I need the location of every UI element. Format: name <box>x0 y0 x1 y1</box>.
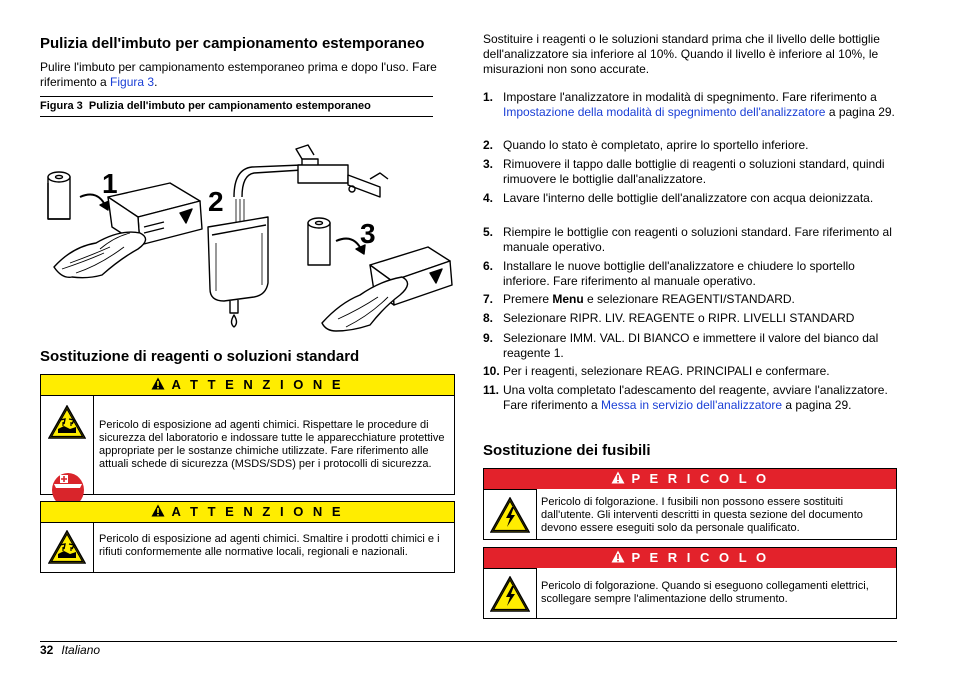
step-number: 8. <box>483 311 494 325</box>
step-text: Per i reagenti, selezionare REAG. PRINCIPALI e confermare. <box>503 364 830 378</box>
step-text: Selezionare RIPR. LIV. REAGENTE o RIPR. LIVELLI STANDARD <box>503 311 855 325</box>
caution-header <box>41 502 454 523</box>
step-number: 6. <box>483 259 494 273</box>
step-number: 1. <box>483 90 494 104</box>
step-text: Premere Menu e selezionare REAGENTI/STANDARD. <box>503 292 795 306</box>
caution-icon-column <box>41 396 94 494</box>
step-number: 7. <box>483 292 494 306</box>
caution-box-chemical-exposure <box>40 374 455 495</box>
warning-triangle-icon <box>151 377 171 392</box>
caution-box-chemical-disposal <box>40 501 455 573</box>
danger-box-fuses <box>483 468 897 540</box>
section-heading-reagents: Sostituzione di reagenti o soluzioni standard <box>40 348 360 365</box>
danger-header <box>484 469 896 489</box>
caution-icon-column <box>41 523 94 572</box>
figure-top-rule <box>40 96 433 97</box>
electrical-hazard-icon <box>490 576 530 612</box>
step-number: 5. <box>483 225 494 239</box>
figure-step-number-2: 2 <box>208 186 224 217</box>
step-number: 2. <box>483 138 494 152</box>
step-text: Selezionare IMM. VAL. DI BIANCO e immettere il valore del bianco dal reagente 1. <box>503 331 879 360</box>
chemical-hazard-icon <box>48 530 86 564</box>
step-text: Quando lo stato è completato, aprire lo sportello inferiore. <box>503 138 809 152</box>
danger-label: P E R I C O L O <box>631 550 770 565</box>
figure-caption-rule <box>40 116 433 117</box>
caution-header <box>41 375 454 396</box>
step-number: 3. <box>483 157 494 171</box>
electrical-hazard-icon <box>490 497 530 533</box>
faucet-icon <box>234 145 388 197</box>
caution-text: Pericolo di esposizione ad agenti chimici. Smaltire i prodotti chimici e i rifiuti conformemente alle normative locali, regionali e nazionali. <box>99 533 440 558</box>
paper-towel-roll-icon-3 <box>308 218 330 265</box>
figure-caption-text: Pulizia dell'imbuto per campionamento estemporaneo <box>88 100 371 112</box>
danger-label: P E R I C O L O <box>631 471 770 486</box>
step-text: Installare le nuove bottiglie dell'analizzatore e chiudere lo sportello inferiore. Fare riferimento al manuale operativo. <box>503 259 855 288</box>
funnel-bottle-icon <box>208 217 268 327</box>
caution-text: Pericolo di esposizione ad agenti chimici. Rispettare le procedure di sicurezza del laboratorio e indossare tutte le apparecchiature protettive appropriate per le sostanze chimiche utilizzate. Fare riferimento alle attuali schede di sicurezza (MSDS/SDS) per i protocolli di sicurezza. <box>99 419 445 470</box>
danger-icon-column <box>484 568 537 618</box>
caution-label: A T T E N Z I O N E <box>171 504 344 519</box>
chemical-hazard-icon <box>48 405 86 439</box>
step-text: Rimuovere il tappo dalle bottiglie di reagenti o soluzioni standard, quindi rimuovere le bottiglie dall'analizzatore. <box>503 157 885 186</box>
footer-language: Italiano <box>61 643 101 657</box>
step-number: 4. <box>483 191 494 205</box>
shutdown-mode-link[interactable]: Impostazione della modalità di spegnimento dell'analizzatore <box>503 105 826 119</box>
funnel-cleaning-illustration <box>40 135 455 335</box>
caution-label: A T T E N Z I O N E <box>171 377 344 392</box>
menu-key-label: Menu <box>552 292 584 306</box>
step-number: 9. <box>483 331 494 345</box>
reagent-intro-paragraph: Sostituire i reagenti o le soluzioni standard prima che il livello delle bottiglie dell'analizzatore sia inferiore al 10%. Quando il livello è inferiore al 10%, le misurazioni non sono accurate. <box>483 32 880 76</box>
figure-step-number-3: 3 <box>360 218 376 249</box>
danger-text: Pericolo di folgorazione. I fusibili non possono essere sostituiti dall'utente. Gli interventi descritti in questa sezione del documento devono essere eseguiti solo da personale qualificato. <box>541 496 863 534</box>
funnel-intro-paragraph <box>40 60 455 90</box>
figure3-link[interactable]: Figura 3 <box>110 75 155 89</box>
page-footer <box>40 643 100 657</box>
footer-rule <box>40 641 897 642</box>
danger-header <box>484 548 896 568</box>
figure-step-number-1: 1 <box>102 168 118 199</box>
section-heading-funnel-cleaning: Pulizia dell'imbuto per campionamento estemporaneo <box>40 35 425 52</box>
step-text: Impostare l'analizzatore in modalità di spegnimento. Fare riferimento a Impostazione della modalità di spegnimento dell'analizzatore a pagina 29. <box>503 90 895 119</box>
warning-triangle-icon <box>611 471 632 486</box>
step-text: Riempire le bottiglie con reagenti o soluzioni standard. Fare riferimento al manuale operativo. <box>503 225 892 254</box>
section-heading-fuses: Sostituzione dei fusibili <box>483 442 651 459</box>
step-text: Una volta completato l'adescamento del reagente, avviare l'analizzatore. Fare riferimento a Messa in servizio dell'analizzatore a pagina 29. <box>503 383 888 412</box>
warning-triangle-icon <box>611 550 632 565</box>
page-number: 32 <box>40 643 54 657</box>
figure-caption <box>40 100 371 112</box>
danger-box-electrical <box>483 547 897 619</box>
funnel-intro-text: Pulire l'imbuto per campionamento estemporaneo prima e dopo l'uso. Fare riferimento a <box>40 60 437 89</box>
step-number: 10. <box>483 364 500 378</box>
danger-text: Pericolo di folgorazione. Quando si eseguono collegamenti elettrici, scollegare sempre l'alimentazione dello strumento. <box>541 580 869 605</box>
step-text: Lavare l'interno delle bottiglie dell'analizzatore con acqua deionizzata. <box>503 191 874 205</box>
figure-label: Figura 3 <box>40 100 83 112</box>
step-number: 11. <box>483 383 500 397</box>
danger-icon-column <box>484 489 537 539</box>
funnel-intro-end: . <box>154 75 158 89</box>
paper-towel-roll-icon-1 <box>48 172 70 219</box>
warning-triangle-icon <box>151 504 171 519</box>
commissioning-link[interactable]: Messa in servizio dell'analizzatore <box>601 398 783 412</box>
